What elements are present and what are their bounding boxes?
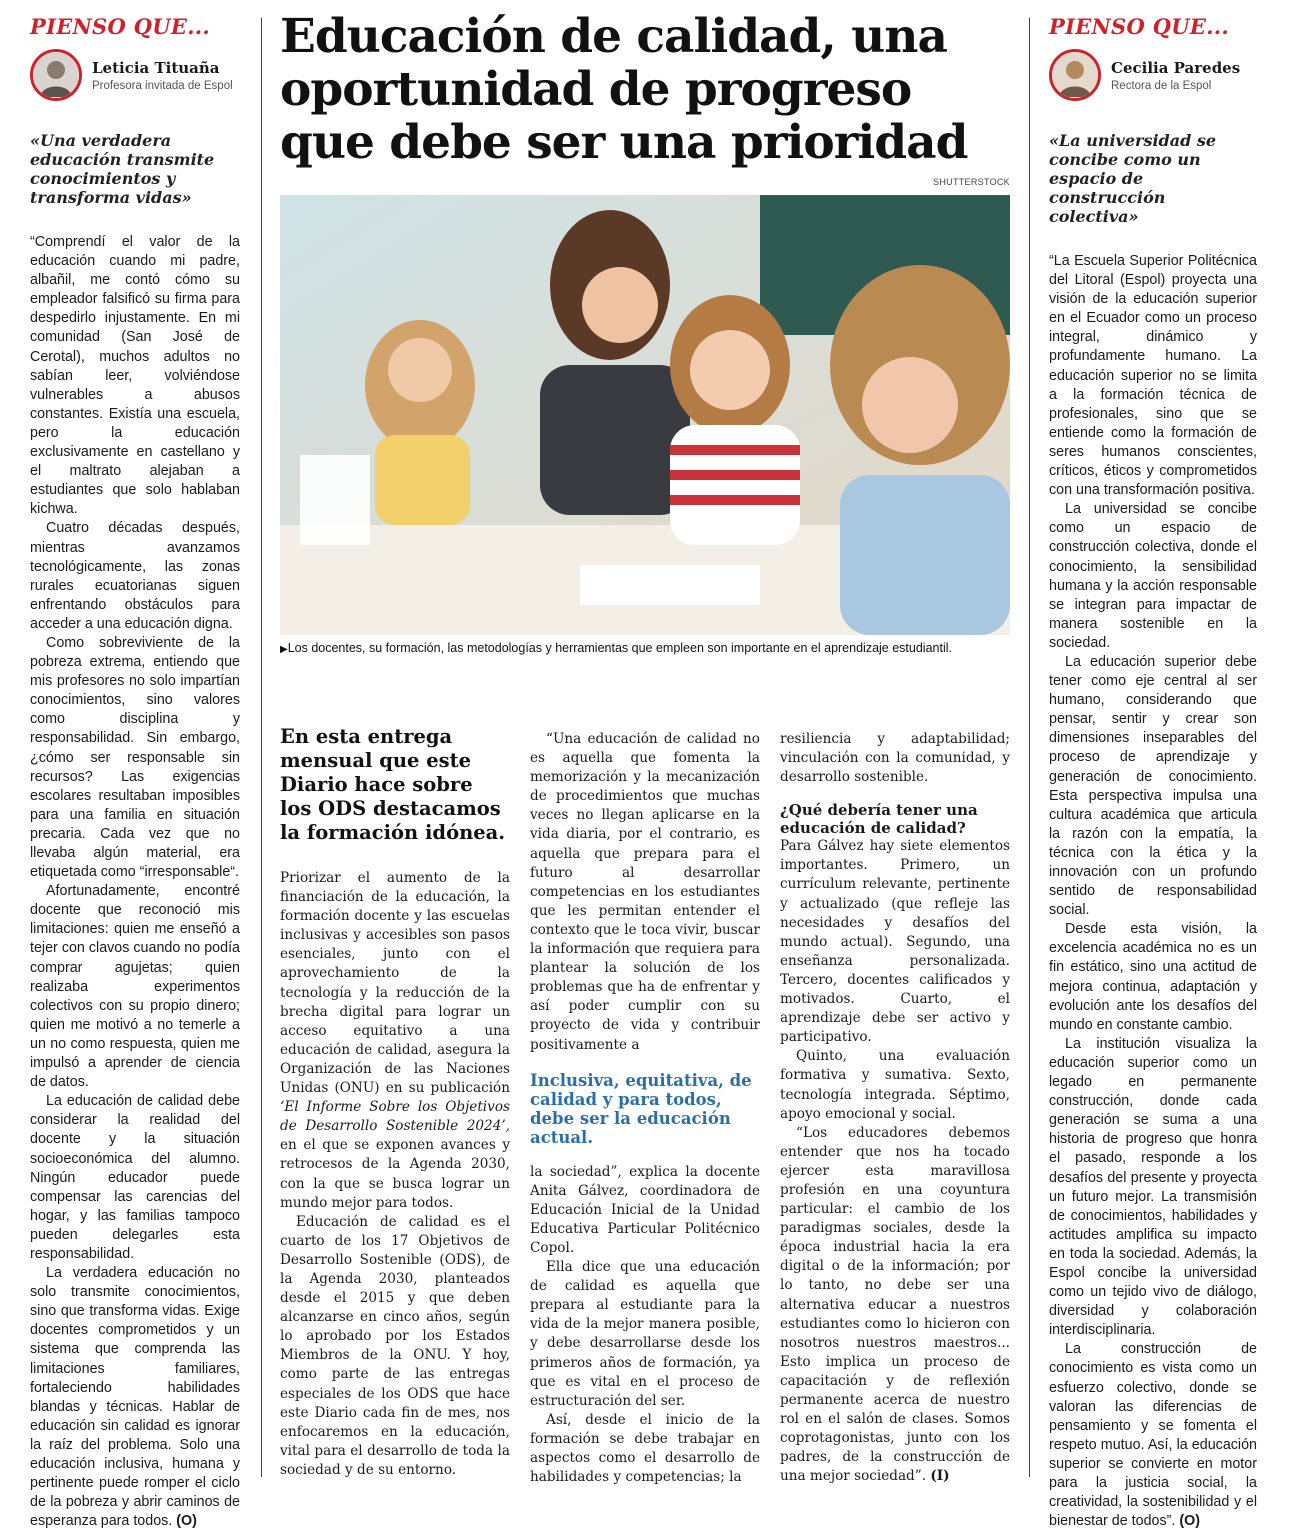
paragraph — [30, 1264, 240, 1531]
subheading: ¿Qué debería tener una educación de calidad? — [780, 801, 978, 838]
right-author — [1049, 49, 1257, 101]
article-body — [530, 1163, 760, 1488]
article-body — [780, 837, 1010, 1486]
avatar — [1049, 49, 1101, 101]
article-body — [1049, 252, 1257, 1531]
paragraph: Ella dice que una educación de calidad es aquella que prepara al estudiante para la vida de la mejor manera posible, y debe desarrollarse desde los primeros años de formación, ya que es vital en el proceso de estructuración del ser. — [530, 1259, 760, 1409]
paragraph: Cuatro décadas después, mientras avanzamos tecnológicamente, las zonas rurales ecuatorianas siguen enfrentando obstáculos para acceder a una educación digna. — [30, 520, 240, 632]
paragraph: “Comprendí el valor de la educación cuando mi padre, albañil, me contó cómo su empleador falsificó su firma para despedirlo injustamente. En mi comunidad (San José de Cerotal), muchos adultos no sabían leer, volviéndose vulnerables a abusos constantes. Existía una escuela, pero la educación exclusivamente en castellano y el maltrato alejaban a estudiantes que solo hablaban kichwa. — [30, 234, 240, 518]
caption-marker-icon: ▶ — [280, 644, 288, 655]
end-mark: (O) — [176, 1513, 197, 1530]
paragraph: La educación superior debe tener como eje central al ser humano, considerando que pensar, sentir y crear son dimensiones inseparables del proceso de aprendizaje y generación de conocimiento. Esta perspectiva impulsa una cultura académica que articula la razón con la empatía, la técnica con la ética y la innovación con un profundo sentido de responsabilidad social. — [1049, 653, 1257, 919]
article-body — [30, 233, 240, 1531]
paragraph-text: en el que se exponen avances y retrocesos de la Agenda 2030, con la que se busca lograr un mundo mejor para todos. — [280, 1137, 510, 1211]
article-body — [780, 730, 1010, 787]
right-kicker: PIENSO QUE... — [1049, 14, 1230, 39]
main-article — [280, 9, 1010, 1486]
paragraph: “Una educación de calidad no es aquella que fomenta la memorización y la mecanización de procedimientos que muchas veces no llegan aplicarse en la vida diaria, por el contrario, es aquella que prepara para el futuro al desarrollar competencias en los estudiantes que les permitan entender el contexto que le toca vivir, buscar la información que requiera para plantear la solución de los problemas que ha de enfrentar y así poder cumplir con su proyecto de vida y contribuir positivamente a — [530, 731, 760, 1053]
left-kicker: PIENSO QUE... — [30, 14, 211, 39]
paragraph-text: La verdadera educación no solo transmite conocimientos, sino que transforma vidas. Exige docentes comprometidos y un sistema que comprenda las limitaciones familiares, fortaleciendo habilidades blandas y técnicas. Hablar de educación sin calidad es ignorar la raíz del problema. Solo una educación inclusiva, humana y pertinente puede romper el ciclo de la pobreza y abrir caminos de esperanza para todos. — [30, 1265, 240, 1530]
publication-title: ‘El Informe Sobre los Objetivos de Desarrollo Sostenible 2024’, — [280, 1099, 510, 1135]
right-opinion-column — [1049, 14, 1257, 1531]
paragraph: Educación de calidad es el cuarto de los 17 Objetivos de Desarrollo Sostenible (ODS), de la Agenda 2030, planteados desde el 2015 y que deben alcanzarse en cinco años, según lo aprobado por los Estados Miembros de la ONU. Y hoy, como parte de las entregas especiales de los ODS que hace este Diario cada fin de mes, nos enfocaremos en la educación, vital para el desarrollo de toda la sociedad y de su entorno. — [280, 1213, 510, 1478]
avatar — [30, 49, 82, 101]
person-portrait-icon — [34, 53, 78, 97]
article-column-3 — [780, 730, 1010, 1486]
end-mark: (O) — [1179, 1513, 1201, 1530]
paragraph-text: La construcción de conocimiento es vista como un esfuerzo colectivo, donde se valoran las diferencias de pensamiento y se fomenta el respeto mutuo. Así, la educación superior se convierte en motor para la justicia social, la creatividad, la sostenibilidad y el bienestar de todos”. — [1049, 1341, 1257, 1530]
article-photo — [280, 195, 1010, 635]
paragraph: la sociedad”, explica la docente Anita Gálvez, coordinadora de Educación Inicial de la Unidad Educativa Particular Politécnico Copol. — [530, 1163, 760, 1256]
article-column-1 — [280, 725, 510, 1480]
author-role: Rectora de la Espol — [1111, 79, 1212, 92]
column-divider — [261, 18, 262, 1477]
person-portrait-icon — [1053, 53, 1097, 97]
paragraph — [1049, 1340, 1257, 1531]
end-mark: (I) — [930, 1468, 950, 1485]
article-body — [280, 869, 510, 1480]
paragraph — [780, 1124, 1010, 1487]
column-divider — [1029, 18, 1030, 1477]
photo-credit: SHUTTERSTOCK — [933, 177, 1010, 187]
left-opinion-column — [30, 14, 240, 1531]
paragraph: Así, desde el inicio de la formación se debe trabajar en aspectos como el desarrollo de habilidades y competencias; la — [530, 1411, 760, 1486]
caption-text: Los docentes, su formación, las metodologías y herramientas que empleen son importante en el aprendizaje estudiantil. — [287, 641, 952, 655]
paragraph: La universidad se concibe como un espacio de construcción colectiva, donde el conocimiento, la sensibilidad humana y la acción responsable se integran para impactar de manera sostenible en la sociedad. — [1049, 501, 1257, 651]
paragraph: Quinto, una evaluación formativa y sumativa. Sexto, tecnología integrada. Séptimo, apoyo emocional y social. — [780, 1048, 1010, 1122]
paragraph: Como sobreviviente de la pobreza extrema, entiendo que mis profesores no solo impartían conocimientos, sino valores como disciplina y responsabilidad. Sin embargo, ¿cómo ser responsable sin recursos? Las exigencias escolares resultaban imposibles para una familia en situación precaria. Cada vez que no llevaba algún material, era etiquetada como “irresponsable“. — [30, 634, 240, 881]
pull-quote: Inclusiva, equitativa, de calidad y para todos, debe ser la educación actual. — [530, 1070, 752, 1147]
paragraph: “La Escuela Superior Politécnica del Litoral (Espol) proyecta una visión de la educación superior en el Ecuador como un proceso integral, dinámico y profundamente humano. La educación superior no se limita a la formación técnica de profesionales, sino que se entiende como la formación de seres humanos conscientes, críticos, éticos y comprometidos con una transformación positiva. — [1049, 253, 1257, 499]
paragraph-text: Priorizar el aumento de la financiación de la educación, la formación docente y las escuelas inclusivas y accesibles son pasos esenciales, junto con el aprovechamiento de la tecnología y la reducción de la brecha digital para lograr un acceso equitativo a una educación de calidad, asegura la Organización de las Naciones Unidas (ONU) en su publicación — [280, 870, 510, 1097]
author-name: Leticia Tituaña — [92, 58, 220, 77]
pull-quote: «La universidad se concibe como un espacio de construcción colectiva» — [1049, 131, 1217, 226]
paragraph: La educación de calidad debe considerar la realidad del docente y la situación socioeconómica del alumno. Ningún educador puede compensar las carencias del hogar, y las familias tampoco pueden delegarles esta responsabilidad. — [30, 1093, 240, 1262]
paragraph: Para Gálvez hay siete elementos importantes. Primero, un currículum relevante, pertinente y actualizado (que refleje las necesidades y desafíos del mundo actual). Segundo, una enseñanza personalizada. Tercero, docentes calificados y motivados. Cuarto, el aprendizaje debe ser activo y participativo. — [780, 838, 1010, 1046]
paragraph-text: “Los educadores debemos entender que nos ha tocado ejercer esta maravillosa profesión en una coyuntura particular: el cambio de los paradigmas sociales, desde la época industrial hacia la era digital o de la información; por lo tanto, no debe ser una alternativa educar a nuestros estudiantes como lo hicieron con nosotros nuestros maestros... Esto implica un proceso de capacitación y de reflexión permanente acerca de nuestro rol en el salón de clases. Somos coprotagonistas, junto con los padres, de la construcción de una mejor sociedad”. — [780, 1124, 1010, 1485]
paragraph: La institución visualiza la educación superior como un legado en permanente construcción, donde cada generación se suma a una historia de progreso que honra el pasado, responde a los desafíos del presente y proyecta un futuro mejor. La transmisión de conocimientos, habilidades y actitudes amplifica su impacto en toda la sociedad. Además, la Espol concibe la universidad como un tejido vivo de diálogo, diversidad y colaboración interdisciplinaria. — [1049, 1035, 1257, 1339]
paragraph — [280, 869, 510, 1213]
left-author — [30, 49, 240, 101]
pull-quote: «Una verdadera educación transmite conocimientos y transforma vidas» — [30, 131, 215, 207]
author-name: Cecilia Paredes — [1111, 58, 1241, 77]
author-role: Profesora invitada de Espol — [92, 79, 233, 92]
photo-caption — [280, 641, 1010, 655]
lead-text: En esta entrega mensual que este Diario hace sobre los ODS destacamos la formación idónea. — [280, 725, 506, 844]
paragraph: Desde esta visión, la excelencia académica no es un fin estático, sino una actitud de mejora continua, adaptación y evolución ante los desafíos del mundo en constante cambio. — [1049, 921, 1257, 1033]
article-body — [530, 730, 760, 1055]
headline: Educación de calidad, una oportunidad de progreso que debe ser una prioridad — [280, 9, 968, 170]
paragraph: Afortunadamente, encontré docente que reconoció mis limitaciones: quien me enseñó a tejer con clavos cuando no podía comprar agujetas; quien realizaba experimentos colectivos con su propio dinero; quien me motivó a no temerle a un no como respuesta, quien me impulsó a aprender de ciencia de datos. — [30, 883, 240, 1091]
paragraph: resiliencia y adaptabilidad; vinculación con la comunidad, y desarrollo sostenible. — [780, 731, 1010, 786]
article-column-2 — [530, 730, 760, 1487]
classroom-photo-icon — [280, 195, 1010, 635]
